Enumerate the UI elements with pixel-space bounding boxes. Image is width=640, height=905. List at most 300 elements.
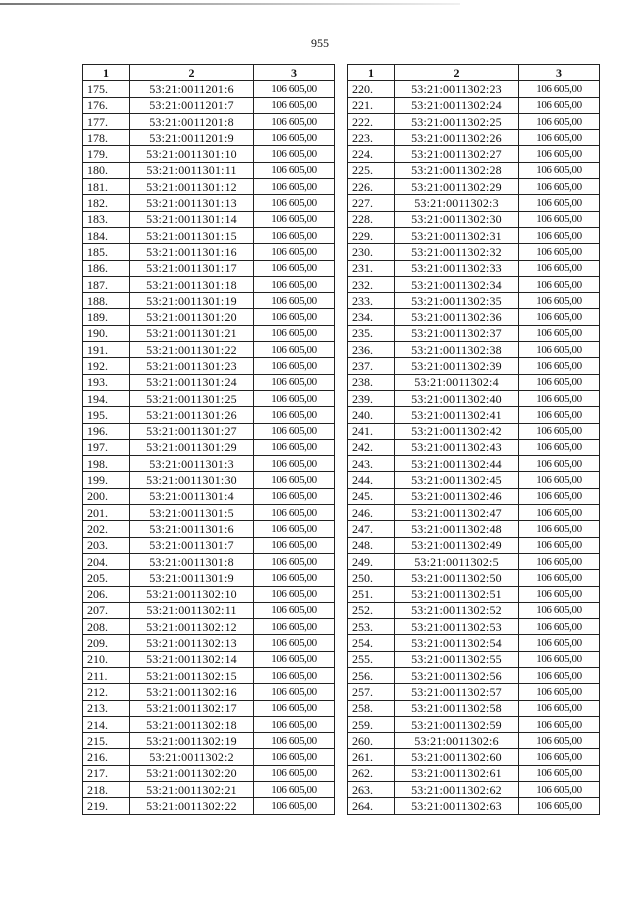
cadastral-number: 53:21:0011302:22: [130, 798, 254, 814]
cadastral-value: 106 605,00: [519, 700, 600, 716]
cadastral-value: 106 605,00: [519, 602, 600, 618]
row-number: 260.: [348, 733, 395, 749]
cadastral-value: 106 605,00: [254, 146, 335, 162]
row-number: 178.: [83, 130, 130, 146]
column-header-2: 2: [130, 65, 254, 81]
row-number: 236.: [348, 342, 395, 358]
row-number: 187.: [83, 276, 130, 292]
cadastral-number: 53:21:0011302:6: [395, 733, 519, 749]
table-row: [348, 667, 600, 683]
cadastral-value: 106 605,00: [254, 716, 335, 732]
cadastral-value: 106 605,00: [519, 667, 600, 683]
row-number: 256.: [348, 667, 395, 683]
row-number: 246.: [348, 505, 395, 521]
cadastral-number: 53:21:0011302:63: [395, 798, 519, 814]
cadastral-number: 53:21:0011302:11: [130, 602, 254, 618]
cadastral-number: 53:21:0011301:25: [130, 390, 254, 406]
table-row: [348, 342, 600, 358]
cadastral-value: 106 605,00: [254, 211, 335, 227]
cadastral-number: 53:21:0011302:48: [395, 521, 519, 537]
row-number: 263.: [348, 782, 395, 798]
table-row: [348, 602, 600, 618]
cadastral-number: 53:21:0011302:55: [395, 651, 519, 667]
table-row: [348, 586, 600, 602]
cadastral-number: 53:21:0011302:56: [395, 667, 519, 683]
table-row: [83, 130, 335, 146]
cadastral-value: 106 605,00: [519, 407, 600, 423]
row-number: 204.: [83, 553, 130, 569]
row-number: 219.: [83, 798, 130, 814]
cadastral-number: 53:21:0011302:10: [130, 586, 254, 602]
cadastral-value: 106 605,00: [254, 602, 335, 618]
row-number: 243.: [348, 456, 395, 472]
cadastral-value: 106 605,00: [254, 309, 335, 325]
row-number: 194.: [83, 390, 130, 406]
cadastral-number: 53:21:0011302:4: [395, 374, 519, 390]
cadastral-value: 106 605,00: [519, 716, 600, 732]
cadastral-value: 106 605,00: [254, 179, 335, 195]
cadastral-number: 53:21:0011201:7: [130, 97, 254, 113]
row-number: 215.: [83, 733, 130, 749]
cadastral-value: 106 605,00: [254, 162, 335, 178]
cadastral-number: 53:21:0011301:6: [130, 521, 254, 537]
table-row: [348, 749, 600, 765]
cadastral-value: 106 605,00: [519, 211, 600, 227]
row-number: 238.: [348, 374, 395, 390]
row-number: 175.: [83, 81, 130, 97]
cadastral-value: 106 605,00: [254, 244, 335, 260]
row-number: 249.: [348, 553, 395, 569]
row-number: 244.: [348, 472, 395, 488]
cadastral-value: 106 605,00: [254, 635, 335, 651]
column-header-1: 1: [348, 65, 395, 81]
row-number: 226.: [348, 179, 395, 195]
cadastral-number: 53:21:0011301:10: [130, 146, 254, 162]
row-number: 192.: [83, 358, 130, 374]
row-number: 202.: [83, 521, 130, 537]
table-row: [348, 113, 600, 129]
cadastral-value: 106 605,00: [254, 749, 335, 765]
row-number: 248.: [348, 537, 395, 553]
table-header-row: [348, 65, 600, 81]
table-row: [348, 293, 600, 309]
table-row: [348, 570, 600, 586]
cadastral-number: 53:21:0011302:29: [395, 179, 519, 195]
row-number: 254.: [348, 635, 395, 651]
cadastral-value: 106 605,00: [254, 342, 335, 358]
table-row: [83, 553, 335, 569]
cadastral-value: 106 605,00: [519, 195, 600, 211]
row-number: 180.: [83, 162, 130, 178]
cadastral-number: 53:21:0011301:11: [130, 162, 254, 178]
row-number: 230.: [348, 244, 395, 260]
cadastral-number: 53:21:0011302:41: [395, 407, 519, 423]
table-row: [83, 488, 335, 504]
cadastral-value: 106 605,00: [254, 195, 335, 211]
cadastral-number: 53:21:0011302:2: [130, 749, 254, 765]
cadastral-number: 53:21:0011302:18: [130, 716, 254, 732]
row-number: 237.: [348, 358, 395, 374]
cadastral-value: 106 605,00: [519, 456, 600, 472]
table-row: [83, 227, 335, 243]
table-row: [83, 146, 335, 162]
row-number: 193.: [83, 374, 130, 390]
cadastral-number: 53:21:0011302:39: [395, 358, 519, 374]
table-row: [348, 798, 600, 814]
table-row: [83, 537, 335, 553]
cadastral-value: 106 605,00: [254, 586, 335, 602]
row-number: 233.: [348, 293, 395, 309]
cadastral-value: 106 605,00: [519, 342, 600, 358]
table-row: [348, 309, 600, 325]
table-row: [83, 651, 335, 667]
cadastral-value: 106 605,00: [519, 244, 600, 260]
row-number: 201.: [83, 505, 130, 521]
cadastral-number: 53:21:0011302:62: [395, 782, 519, 798]
cadastral-number: 53:21:0011302:50: [395, 570, 519, 586]
table-row: [83, 113, 335, 129]
row-number: 255.: [348, 651, 395, 667]
cadastral-value: 106 605,00: [254, 130, 335, 146]
cadastral-value: 106 605,00: [254, 456, 335, 472]
cadastral-number: 53:21:0011301:5: [130, 505, 254, 521]
cadastral-number: 53:21:0011302:24: [395, 97, 519, 113]
table-row: [348, 488, 600, 504]
cadastral-value: 106 605,00: [519, 146, 600, 162]
cadastral-value: 106 605,00: [519, 374, 600, 390]
cadastral-value: 106 605,00: [519, 260, 600, 276]
row-number: 220.: [348, 81, 395, 97]
cadastral-value: 106 605,00: [519, 309, 600, 325]
column-header-3: 3: [519, 65, 600, 81]
cadastral-value: 106 605,00: [254, 260, 335, 276]
row-number: 223.: [348, 130, 395, 146]
table-row: [348, 227, 600, 243]
cadastral-value: 106 605,00: [254, 113, 335, 129]
cadastral-number: 53:21:0011302:36: [395, 309, 519, 325]
cadastral-value: 106 605,00: [254, 765, 335, 781]
row-number: 262.: [348, 765, 395, 781]
row-number: 225.: [348, 162, 395, 178]
cadastral-number: 53:21:0011301:26: [130, 407, 254, 423]
table-row: [348, 276, 600, 292]
cadastral-number: 53:21:0011301:22: [130, 342, 254, 358]
table-row: [348, 244, 600, 260]
table-row: [348, 423, 600, 439]
cadastral-value: 106 605,00: [254, 227, 335, 243]
cadastral-value: 106 605,00: [519, 619, 600, 635]
cadastral-number: 53:21:0011301:29: [130, 439, 254, 455]
cadastral-number: 53:21:0011301:21: [130, 325, 254, 341]
cadastral-number: 53:21:0011302:52: [395, 602, 519, 618]
cadastral-value: 106 605,00: [254, 667, 335, 683]
cadastral-value: 106 605,00: [519, 553, 600, 569]
cadastral-value: 106 605,00: [254, 407, 335, 423]
cadastral-value: 106 605,00: [254, 81, 335, 97]
table-row: [83, 602, 335, 618]
cadastral-number: 53:21:0011302:13: [130, 635, 254, 651]
cadastral-value: 106 605,00: [519, 113, 600, 129]
cadastral-value: 106 605,00: [519, 782, 600, 798]
row-number: 251.: [348, 586, 395, 602]
table-row: [83, 439, 335, 455]
table-row: [83, 211, 335, 227]
cadastral-number: 53:21:0011201:6: [130, 81, 254, 97]
row-number: 197.: [83, 439, 130, 455]
cadastral-value: 106 605,00: [254, 374, 335, 390]
row-number: 264.: [348, 798, 395, 814]
table-row: [83, 570, 335, 586]
cadastral-number: 53:21:0011301:15: [130, 227, 254, 243]
table-row: [83, 619, 335, 635]
table-row: [83, 472, 335, 488]
cadastral-value: 106 605,00: [254, 619, 335, 635]
table-row: [83, 684, 335, 700]
table-row: [348, 81, 600, 97]
row-number: 227.: [348, 195, 395, 211]
cadastral-number: 53:21:0011302:59: [395, 716, 519, 732]
table-row: [348, 472, 600, 488]
row-number: 224.: [348, 146, 395, 162]
cadastral-number: 53:21:0011302:20: [130, 765, 254, 781]
cadastral-number: 53:21:0011301:4: [130, 488, 254, 504]
cadastral-value: 106 605,00: [519, 765, 600, 781]
row-number: 191.: [83, 342, 130, 358]
row-number: 217.: [83, 765, 130, 781]
row-number: 213.: [83, 700, 130, 716]
row-number: 245.: [348, 488, 395, 504]
table-row: [348, 537, 600, 553]
table-row: [348, 358, 600, 374]
table-row: [83, 81, 335, 97]
table-row: [348, 374, 600, 390]
table-row: [83, 390, 335, 406]
cadastral-number: 53:21:0011301:7: [130, 537, 254, 553]
cadastral-number: 53:21:0011302:25: [395, 113, 519, 129]
table-row: [83, 179, 335, 195]
table-row: [83, 635, 335, 651]
cadastral-value: 106 605,00: [519, 81, 600, 97]
row-number: 210.: [83, 651, 130, 667]
parcel-table-right: [347, 64, 600, 815]
row-number: 234.: [348, 309, 395, 325]
cadastral-number: 53:21:0011302:34: [395, 276, 519, 292]
cadastral-value: 106 605,00: [254, 325, 335, 341]
cadastral-value: 106 605,00: [519, 439, 600, 455]
cadastral-value: 106 605,00: [519, 521, 600, 537]
table-row: [348, 619, 600, 635]
table-row: [348, 146, 600, 162]
row-number: 228.: [348, 211, 395, 227]
table-row: [83, 586, 335, 602]
row-number: 198.: [83, 456, 130, 472]
column-header-2: 2: [395, 65, 519, 81]
cadastral-number: 53:21:0011301:13: [130, 195, 254, 211]
cadastral-number: 53:21:0011302:38: [395, 342, 519, 358]
row-number: 247.: [348, 521, 395, 537]
cadastral-number: 53:21:0011302:43: [395, 439, 519, 455]
cadastral-number: 53:21:0011301:8: [130, 553, 254, 569]
row-number: 242.: [348, 439, 395, 455]
table-row: [83, 276, 335, 292]
cadastral-number: 53:21:0011302:49: [395, 537, 519, 553]
row-number: 208.: [83, 619, 130, 635]
row-number: 203.: [83, 537, 130, 553]
cadastral-number: 53:21:0011302:51: [395, 586, 519, 602]
table-row: [348, 716, 600, 732]
row-number: 212.: [83, 684, 130, 700]
row-number: 206.: [83, 586, 130, 602]
cadastral-number: 53:21:0011302:27: [395, 146, 519, 162]
cadastral-value: 106 605,00: [519, 390, 600, 406]
table-row: [83, 244, 335, 260]
cadastral-value: 106 605,00: [254, 488, 335, 504]
table-row: [83, 456, 335, 472]
table-row: [348, 260, 600, 276]
cadastral-value: 106 605,00: [254, 700, 335, 716]
cadastral-number: 53:21:0011302:12: [130, 619, 254, 635]
table-row: [348, 179, 600, 195]
cadastral-number: 53:21:0011302:15: [130, 667, 254, 683]
table-row: [348, 195, 600, 211]
table-row: [348, 553, 600, 569]
cadastral-number: 53:21:0011302:5: [395, 553, 519, 569]
row-number: 222.: [348, 113, 395, 129]
row-number: 179.: [83, 146, 130, 162]
cadastral-value: 106 605,00: [519, 537, 600, 553]
row-number: 199.: [83, 472, 130, 488]
cadastral-value: 106 605,00: [519, 505, 600, 521]
table-row: [348, 651, 600, 667]
row-number: 258.: [348, 700, 395, 716]
cadastral-number: 53:21:0011302:19: [130, 733, 254, 749]
table-row: [83, 782, 335, 798]
cadastral-value: 106 605,00: [519, 586, 600, 602]
cadastral-number: 53:21:0011302:47: [395, 505, 519, 521]
cadastral-value: 106 605,00: [254, 423, 335, 439]
cadastral-number: 53:21:0011301:27: [130, 423, 254, 439]
row-number: 235.: [348, 325, 395, 341]
cadastral-value: 106 605,00: [519, 276, 600, 292]
table-row: [348, 733, 600, 749]
column-header-3: 3: [254, 65, 335, 81]
row-number: 207.: [83, 602, 130, 618]
cadastral-number: 53:21:0011302:28: [395, 162, 519, 178]
table-row: [348, 765, 600, 781]
cadastral-value: 106 605,00: [519, 733, 600, 749]
row-number: 188.: [83, 293, 130, 309]
cadastral-value: 106 605,00: [254, 472, 335, 488]
cadastral-value: 106 605,00: [254, 651, 335, 667]
cadastral-number: 53:21:0011302:40: [395, 390, 519, 406]
parcel-table-left: [82, 64, 335, 815]
table-row: [83, 765, 335, 781]
table-row: [348, 162, 600, 178]
cadastral-number: 53:21:0011301:16: [130, 244, 254, 260]
cadastral-value: 106 605,00: [254, 97, 335, 113]
table-row: [348, 390, 600, 406]
row-number: 177.: [83, 113, 130, 129]
table-row: [348, 211, 600, 227]
table-row: [83, 733, 335, 749]
cadastral-number: 53:21:0011302:61: [395, 765, 519, 781]
column-header-1: 1: [83, 65, 130, 81]
table-row: [348, 635, 600, 651]
table-row: [83, 716, 335, 732]
cadastral-value: 106 605,00: [519, 684, 600, 700]
table-row: [83, 505, 335, 521]
cadastral-value: 106 605,00: [254, 570, 335, 586]
cadastral-value: 106 605,00: [519, 325, 600, 341]
cadastral-value: 106 605,00: [254, 276, 335, 292]
cadastral-number: 53:21:0011301:19: [130, 293, 254, 309]
cadastral-value: 106 605,00: [254, 684, 335, 700]
row-number: 205.: [83, 570, 130, 586]
cadastral-value: 106 605,00: [254, 537, 335, 553]
table-row: [348, 782, 600, 798]
cadastral-number: 53:21:0011302:16: [130, 684, 254, 700]
row-number: 241.: [348, 423, 395, 439]
cadastral-value: 106 605,00: [254, 733, 335, 749]
cadastral-number: 53:21:0011301:23: [130, 358, 254, 374]
cadastral-number: 53:21:0011302:53: [395, 619, 519, 635]
row-number: 250.: [348, 570, 395, 586]
table-row: [83, 358, 335, 374]
cadastral-value: 106 605,00: [519, 798, 600, 814]
cadastral-number: 53:21:0011302:17: [130, 700, 254, 716]
table-row: [83, 195, 335, 211]
cadastral-value: 106 605,00: [519, 651, 600, 667]
table-row: [83, 97, 335, 113]
table-row: [83, 325, 335, 341]
row-number: 232.: [348, 276, 395, 292]
cadastral-number: 53:21:0011302:30: [395, 211, 519, 227]
cadastral-number: 53:21:0011302:60: [395, 749, 519, 765]
table-row: [348, 456, 600, 472]
cadastral-number: 53:21:0011201:8: [130, 113, 254, 129]
row-number: 184.: [83, 227, 130, 243]
cadastral-number: 53:21:0011301:9: [130, 570, 254, 586]
cadastral-value: 106 605,00: [254, 358, 335, 374]
cadastral-value: 106 605,00: [519, 293, 600, 309]
cadastral-value: 106 605,00: [519, 570, 600, 586]
table-row: [83, 667, 335, 683]
row-number: 231.: [348, 260, 395, 276]
table-row: [83, 798, 335, 814]
cadastral-number: 53:21:0011301:20: [130, 309, 254, 325]
row-number: 211.: [83, 667, 130, 683]
cadastral-number: 53:21:0011302:33: [395, 260, 519, 276]
cadastral-value: 106 605,00: [254, 553, 335, 569]
row-number: 190.: [83, 325, 130, 341]
cadastral-value: 106 605,00: [254, 293, 335, 309]
row-number: 221.: [348, 97, 395, 113]
row-number: 253.: [348, 619, 395, 635]
cadastral-number: 53:21:0011301:3: [130, 456, 254, 472]
cadastral-value: 106 605,00: [254, 798, 335, 814]
cadastral-number: 53:21:0011302:46: [395, 488, 519, 504]
table-row: [83, 423, 335, 439]
cadastral-number: 53:21:0011301:14: [130, 211, 254, 227]
table-row: [348, 700, 600, 716]
row-number: 216.: [83, 749, 130, 765]
cadastral-number: 53:21:0011302:42: [395, 423, 519, 439]
table-row: [348, 407, 600, 423]
row-number: 239.: [348, 390, 395, 406]
cadastral-number: 53:21:0011302:23: [395, 81, 519, 97]
cadastral-value: 106 605,00: [254, 782, 335, 798]
row-number: 185.: [83, 244, 130, 260]
